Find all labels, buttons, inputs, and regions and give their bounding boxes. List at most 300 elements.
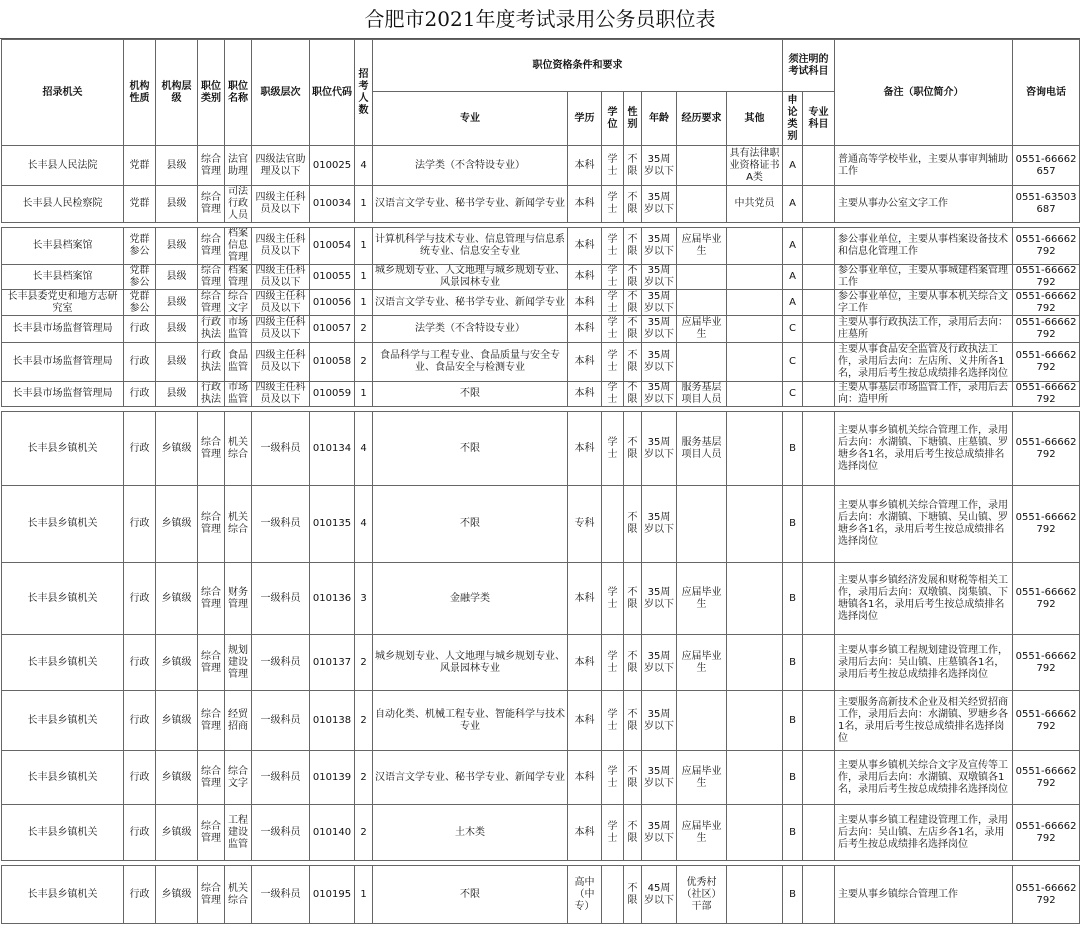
cell-major: 法学类（不含特设专业）: [373, 316, 568, 343]
cell-age: 35周岁以下: [642, 563, 677, 635]
cell-count: 2: [355, 691, 373, 751]
table-row: [2, 866, 1080, 924]
cell-rank: 四级主任科员及以下: [252, 228, 310, 265]
cell-level: 县级: [156, 316, 198, 343]
cell-level: 县级: [156, 265, 198, 290]
cell-agency: 长丰县市场监督管理局: [2, 343, 124, 382]
cell-degree: 学士: [602, 412, 624, 486]
cell-age: 35周岁以下: [642, 805, 677, 861]
cell-gender: 不限: [624, 866, 642, 924]
cell-essay: A: [783, 146, 803, 186]
cell-major: 汉语言文学专业、秘书学专业、新闻学专业: [373, 751, 568, 805]
cell-essay: B: [783, 751, 803, 805]
cell-nature: 行政: [124, 805, 156, 861]
cell-rank: 四级主任科员及以下: [252, 265, 310, 290]
cell-degree: 学士: [602, 691, 624, 751]
table-body: [2, 146, 1080, 924]
header-gender: 性别: [624, 92, 642, 146]
cell-phone: 0551-66662792: [1013, 228, 1080, 265]
table-row: [2, 412, 1080, 486]
table-row: [2, 186, 1080, 223]
cell-major: 汉语言文学专业、秘书学专业、新闻学专业: [373, 186, 568, 223]
cell-rank: 一级科员: [252, 486, 310, 563]
cell-agency: 长丰县档案馆: [2, 265, 124, 290]
cell-major: 不限: [373, 382, 568, 407]
cell-notes: 主要从事乡镇工程规划建设管理工作，录用后去向：吴山镇、庄墓镇各1名，录用后考生按总成绩排名选择岗位: [835, 635, 1013, 691]
cell-education: 本科: [568, 228, 602, 265]
cell-category: 综合管理: [198, 228, 225, 265]
cell-nature: 行政: [124, 866, 156, 924]
cell-age: 35周岁以下: [642, 265, 677, 290]
header-major: 专业: [373, 92, 568, 146]
cell-gender: 不限: [624, 412, 642, 486]
cell-experience: 服务基层项目人员: [677, 382, 727, 407]
cell-degree: 学士: [602, 343, 624, 382]
cell-position: 法官助理: [225, 146, 252, 186]
cell-phone: 0551-66662792: [1013, 382, 1080, 407]
cell-subject: [803, 290, 835, 316]
cell-nature: 行政: [124, 343, 156, 382]
cell-other: [727, 316, 783, 343]
cell-count: 1: [355, 228, 373, 265]
cell-agency: 长丰县乡镇机关: [2, 635, 124, 691]
header-education: 学历: [568, 92, 602, 146]
cell-level: 乡镇级: [156, 751, 198, 805]
cell-category: 综合管理: [198, 866, 225, 924]
cell-rank: 一级科员: [252, 805, 310, 861]
header-major-subject: 专业科目: [803, 92, 835, 146]
cell-code: 010136: [310, 563, 355, 635]
cell-experience: 优秀村（社区）干部: [677, 866, 727, 924]
cell-notes: 普通高等学校毕业，主要从事审判辅助工作: [835, 146, 1013, 186]
cell-other: 中共党员: [727, 186, 783, 223]
cell-age: 35周岁以下: [642, 486, 677, 563]
cell-other: [727, 265, 783, 290]
cell-phone: 0551-66662792: [1013, 635, 1080, 691]
cell-position: 综合文字: [225, 290, 252, 316]
cell-agency: 长丰县委党史和地方志研究室: [2, 290, 124, 316]
cell-count: 2: [355, 751, 373, 805]
cell-subject: [803, 805, 835, 861]
cell-education: 本科: [568, 186, 602, 223]
cell-experience: 应届毕业生: [677, 751, 727, 805]
cell-phone: 0551-66662792: [1013, 805, 1080, 861]
cell-count: 1: [355, 186, 373, 223]
cell-subject: [803, 382, 835, 407]
cell-phone: 0551-66662657: [1013, 146, 1080, 186]
cell-age: 45周岁以下: [642, 866, 677, 924]
cell-gender: 不限: [624, 563, 642, 635]
cell-age: 35周岁以下: [642, 751, 677, 805]
cell-position: 经贸招商: [225, 691, 252, 751]
cell-major: 土木类: [373, 805, 568, 861]
table-row: [2, 228, 1080, 265]
header-level: 机构层级: [156, 40, 198, 146]
cell-experience: 应届毕业生: [677, 563, 727, 635]
cell-essay: B: [783, 563, 803, 635]
cell-experience: [677, 343, 727, 382]
cell-other: [727, 805, 783, 861]
cell-major: 金融学类: [373, 563, 568, 635]
cell-gender: 不限: [624, 265, 642, 290]
cell-subject: [803, 866, 835, 924]
cell-major: 不限: [373, 866, 568, 924]
cell-notes: 主要服务高新技术企业及相关经贸招商工作，录用后去向：水湖镇、罗塘乡各1名，录用后考生按总成绩排名选择岗位: [835, 691, 1013, 751]
header-position: 职位名称: [225, 40, 252, 146]
cell-subject: [803, 228, 835, 265]
cell-experience: [677, 290, 727, 316]
cell-notes: 主要从事基层市场监管工作，录用后去向：造甲所: [835, 382, 1013, 407]
cell-nature: 行政: [124, 751, 156, 805]
cell-education: 本科: [568, 146, 602, 186]
cell-nature: 党群: [124, 186, 156, 223]
cell-essay: B: [783, 486, 803, 563]
cell-gender: 不限: [624, 146, 642, 186]
cell-degree: 学士: [602, 186, 624, 223]
cell-gender: 不限: [624, 691, 642, 751]
cell-code: 010134: [310, 412, 355, 486]
cell-category: 综合管理: [198, 265, 225, 290]
page-title: 合肥市2021年度考试录用公务员职位表: [0, 0, 1080, 39]
table-row: [2, 751, 1080, 805]
cell-position: 市场监管: [225, 382, 252, 407]
cell-nature: 行政: [124, 316, 156, 343]
cell-category: 综合管理: [198, 691, 225, 751]
cell-count: 2: [355, 805, 373, 861]
cell-rank: 四级主任科员及以下: [252, 382, 310, 407]
cell-agency: 长丰县乡镇机关: [2, 691, 124, 751]
cell-notes: 主要从事乡镇机关综合管理工作，录用后去向：水湖镇、下塘镇、吴山镇、罗塘乡各1名，录用后考生按总成绩排名选择岗位: [835, 486, 1013, 563]
table-row: [2, 486, 1080, 563]
cell-notes: 主要从事行政执法工作，录用后去向：庄墓所: [835, 316, 1013, 343]
cell-category: 综合管理: [198, 563, 225, 635]
header-essay-type: 申论类别: [783, 92, 803, 146]
cell-count: 1: [355, 290, 373, 316]
cell-education: 本科: [568, 382, 602, 407]
cell-notes: 主要从事乡镇工程建设管理工作，录用后去向：吴山镇、左店乡各1名，录用后考生按总成绩排名选择岗位: [835, 805, 1013, 861]
cell-count: 2: [355, 316, 373, 343]
cell-agency: 长丰县档案馆: [2, 228, 124, 265]
cell-education: 本科: [568, 265, 602, 290]
cell-experience: [677, 486, 727, 563]
cell-level: 乡镇级: [156, 635, 198, 691]
cell-agency: 长丰县乡镇机关: [2, 563, 124, 635]
cell-essay: B: [783, 635, 803, 691]
cell-other: [727, 691, 783, 751]
cell-age: 35周岁以下: [642, 146, 677, 186]
cell-experience: [677, 186, 727, 223]
cell-degree: 学士: [602, 146, 624, 186]
cell-phone: 0551-66662792: [1013, 866, 1080, 924]
cell-count: 1: [355, 382, 373, 407]
cell-count: 2: [355, 635, 373, 691]
cell-level: 县级: [156, 186, 198, 223]
cell-education: 本科: [568, 412, 602, 486]
cell-gender: 不限: [624, 343, 642, 382]
cell-major: 计算机科学与技术专业、信息管理与信息系统专业、信息安全专业: [373, 228, 568, 265]
cell-phone: 0551-66662792: [1013, 486, 1080, 563]
cell-major: 法学类（不含特设专业）: [373, 146, 568, 186]
cell-other: [727, 343, 783, 382]
cell-notes: 主要从事办公室文字工作: [835, 186, 1013, 223]
cell-nature: 行政: [124, 486, 156, 563]
cell-subject: [803, 635, 835, 691]
cell-age: 35周岁以下: [642, 290, 677, 316]
cell-age: 35周岁以下: [642, 186, 677, 223]
header-other: 其他: [727, 92, 783, 146]
cell-education: 本科: [568, 805, 602, 861]
cell-experience: 应届毕业生: [677, 228, 727, 265]
cell-phone: 0551-66662792: [1013, 290, 1080, 316]
cell-experience: [677, 691, 727, 751]
cell-category: 综合管理: [198, 146, 225, 186]
cell-code: 010139: [310, 751, 355, 805]
cell-gender: 不限: [624, 486, 642, 563]
cell-other: [727, 486, 783, 563]
cell-subject: [803, 486, 835, 563]
cell-age: 35周岁以下: [642, 228, 677, 265]
cell-degree: [602, 866, 624, 924]
header-qualifications: 职位资格条件和要求: [373, 40, 783, 92]
cell-other: [727, 382, 783, 407]
cell-category: 行政执法: [198, 382, 225, 407]
cell-rank: 一级科员: [252, 635, 310, 691]
cell-category: 综合管理: [198, 635, 225, 691]
cell-experience: [677, 146, 727, 186]
cell-agency: 长丰县市场监督管理局: [2, 382, 124, 407]
header-agency: 招录机关: [2, 40, 124, 146]
cell-other: [727, 290, 783, 316]
header-notes: 备注（职位简介）: [835, 40, 1013, 146]
cell-degree: 学士: [602, 635, 624, 691]
cell-other: [727, 412, 783, 486]
cell-rank: 四级法官助理及以下: [252, 146, 310, 186]
table-row: [2, 635, 1080, 691]
cell-count: 4: [355, 146, 373, 186]
cell-education: 专科: [568, 486, 602, 563]
cell-age: 35周岁以下: [642, 412, 677, 486]
cell-other: 具有法律职业资格证书A类: [727, 146, 783, 186]
cell-position: 机关综合: [225, 866, 252, 924]
cell-level: 县级: [156, 290, 198, 316]
cell-major: 不限: [373, 412, 568, 486]
cell-count: 4: [355, 486, 373, 563]
cell-other: [727, 751, 783, 805]
cell-essay: A: [783, 228, 803, 265]
cell-level: 乡镇级: [156, 486, 198, 563]
cell-notes: 主要从事乡镇机关综合文字及宣传等工作，录用后去向：水湖镇、双墩镇各1名，录用后考生按总成绩排名选择岗位: [835, 751, 1013, 805]
cell-position: 食品监管: [225, 343, 252, 382]
cell-agency: 长丰县乡镇机关: [2, 486, 124, 563]
cell-subject: [803, 691, 835, 751]
cell-position: 市场监管: [225, 316, 252, 343]
cell-essay: C: [783, 316, 803, 343]
cell-notes: 主要从事乡镇综合管理工作: [835, 866, 1013, 924]
cell-phone: 0551-63503687: [1013, 186, 1080, 223]
cell-experience: 应届毕业生: [677, 635, 727, 691]
cell-essay: C: [783, 382, 803, 407]
cell-rank: 一级科员: [252, 691, 310, 751]
cell-position: 司法行政人员: [225, 186, 252, 223]
table-row: [2, 382, 1080, 407]
cell-major: 城乡规划专业、人文地理与城乡规划专业、风景园林专业: [373, 635, 568, 691]
header-phone: 咨询电话: [1013, 40, 1080, 146]
cell-category: 行政执法: [198, 343, 225, 382]
cell-education: 本科: [568, 751, 602, 805]
cell-rank: 四级主任科员及以下: [252, 186, 310, 223]
cell-essay: B: [783, 412, 803, 486]
cell-rank: 一级科员: [252, 563, 310, 635]
cell-other: [727, 866, 783, 924]
table-row: [2, 691, 1080, 751]
cell-gender: 不限: [624, 751, 642, 805]
header-degree: 学位: [602, 92, 624, 146]
cell-degree: [602, 486, 624, 563]
cell-nature: 行政: [124, 412, 156, 486]
cell-subject: [803, 265, 835, 290]
cell-age: 35周岁以下: [642, 635, 677, 691]
cell-count: 4: [355, 412, 373, 486]
cell-agency: 长丰县乡镇机关: [2, 751, 124, 805]
cell-experience: [677, 265, 727, 290]
cell-phone: 0551-66662792: [1013, 316, 1080, 343]
cell-degree: 学士: [602, 316, 624, 343]
header-experience: 经历要求: [677, 92, 727, 146]
header-nature: 机构性质: [124, 40, 156, 146]
cell-education: 本科: [568, 635, 602, 691]
cell-rank: 一级科员: [252, 412, 310, 486]
cell-count: 3: [355, 563, 373, 635]
cell-gender: 不限: [624, 316, 642, 343]
cell-nature: 行政: [124, 635, 156, 691]
header-count: 招考人数: [355, 40, 373, 146]
cell-count: 1: [355, 866, 373, 924]
cell-code: 010057: [310, 316, 355, 343]
cell-code: 010195: [310, 866, 355, 924]
cell-phone: 0551-66662792: [1013, 563, 1080, 635]
cell-essay: A: [783, 265, 803, 290]
cell-phone: 0551-66662792: [1013, 751, 1080, 805]
cell-category: 综合管理: [198, 486, 225, 563]
cell-code: 010058: [310, 343, 355, 382]
cell-nature: 党群参公: [124, 228, 156, 265]
cell-other: [727, 563, 783, 635]
cell-nature: 行政: [124, 563, 156, 635]
cell-education: 本科: [568, 691, 602, 751]
cell-code: 010056: [310, 290, 355, 316]
cell-rank: 四级主任科员及以下: [252, 290, 310, 316]
cell-essay: B: [783, 691, 803, 751]
cell-level: 县级: [156, 382, 198, 407]
cell-agency: 长丰县市场监督管理局: [2, 316, 124, 343]
cell-position: 综合文字: [225, 751, 252, 805]
cell-agency: 长丰县乡镇机关: [2, 866, 124, 924]
cell-age: 35周岁以下: [642, 691, 677, 751]
header-rank: 职级层次: [252, 40, 310, 146]
cell-degree: 学士: [602, 290, 624, 316]
cell-position: 财务管理: [225, 563, 252, 635]
cell-code: 010054: [310, 228, 355, 265]
cell-position: 档案管理: [225, 265, 252, 290]
cell-major: 不限: [373, 486, 568, 563]
cell-gender: 不限: [624, 186, 642, 223]
cell-position: 机关综合: [225, 412, 252, 486]
cell-agency: 长丰县人民检察院: [2, 186, 124, 223]
cell-category: 综合管理: [198, 412, 225, 486]
cell-code: 010055: [310, 265, 355, 290]
cell-education: 本科: [568, 343, 602, 382]
cell-major: 食品科学与工程专业、食品质量与安全专业、食品安全与检测专业: [373, 343, 568, 382]
cell-education: 本科: [568, 316, 602, 343]
cell-nature: 行政: [124, 691, 156, 751]
cell-category: 综合管理: [198, 186, 225, 223]
cell-degree: 学士: [602, 382, 624, 407]
cell-code: 010135: [310, 486, 355, 563]
cell-essay: C: [783, 343, 803, 382]
cell-position: 机关综合: [225, 486, 252, 563]
cell-age: 35周岁以下: [642, 316, 677, 343]
cell-subject: [803, 751, 835, 805]
cell-experience: 服务基层项目人员: [677, 412, 727, 486]
cell-level: 乡镇级: [156, 563, 198, 635]
cell-category: 综合管理: [198, 290, 225, 316]
cell-rank: 一级科员: [252, 866, 310, 924]
cell-degree: 学士: [602, 228, 624, 265]
cell-notes: 参公事业单位，主要从事城建档案管理工作: [835, 265, 1013, 290]
cell-agency: 长丰县人民法院: [2, 146, 124, 186]
cell-level: 乡镇级: [156, 805, 198, 861]
cell-essay: B: [783, 805, 803, 861]
cell-notes: 主要从事乡镇机关综合管理工作，录用后去向：水湖镇、下塘镇、庄墓镇、罗塘乡各1名，录用后考生按总成绩排名选择岗位: [835, 412, 1013, 486]
cell-nature: 党群: [124, 146, 156, 186]
cell-subject: [803, 343, 835, 382]
cell-phone: 0551-66662792: [1013, 691, 1080, 751]
table-row: [2, 316, 1080, 343]
table-row: [2, 146, 1080, 186]
cell-notes: 参公事业单位，主要从事本机关综合文字工作: [835, 290, 1013, 316]
cell-degree: 学士: [602, 751, 624, 805]
cell-position: 工程建设监管: [225, 805, 252, 861]
cell-essay: B: [783, 866, 803, 924]
cell-education: 本科: [568, 290, 602, 316]
cell-notes: 主要从事乡镇经济发展和财税等相关工作，录用后去向：双墩镇、岗集镇、下塘镇各1名，录用后考生按总成绩排名选择岗位: [835, 563, 1013, 635]
cell-code: 010140: [310, 805, 355, 861]
cell-subject: [803, 186, 835, 223]
cell-essay: A: [783, 290, 803, 316]
cell-phone: 0551-66662792: [1013, 265, 1080, 290]
cell-notes: 主要从事食品安全监管及行政执法工作，录用后去向：左店所、义井所各1名，录用后考生按总成绩排名选择岗位: [835, 343, 1013, 382]
cell-other: [727, 635, 783, 691]
cell-nature: 党群参公: [124, 265, 156, 290]
cell-count: 1: [355, 265, 373, 290]
cell-code: 010059: [310, 382, 355, 407]
cell-gender: 不限: [624, 290, 642, 316]
cell-experience: 应届毕业生: [677, 316, 727, 343]
cell-level: 乡镇级: [156, 412, 198, 486]
cell-level: 乡镇级: [156, 691, 198, 751]
cell-age: 35周岁以下: [642, 382, 677, 407]
cell-subject: [803, 146, 835, 186]
cell-code: 010138: [310, 691, 355, 751]
cell-code: 010025: [310, 146, 355, 186]
cell-notes: 参公事业单位，主要从事档案设备技术和信息化管理工作: [835, 228, 1013, 265]
cell-agency: 长丰县乡镇机关: [2, 412, 124, 486]
cell-essay: A: [783, 186, 803, 223]
cell-level: 乡镇级: [156, 866, 198, 924]
header-age: 年龄: [642, 92, 677, 146]
header-category: 职位类别: [198, 40, 225, 146]
cell-gender: 不限: [624, 635, 642, 691]
